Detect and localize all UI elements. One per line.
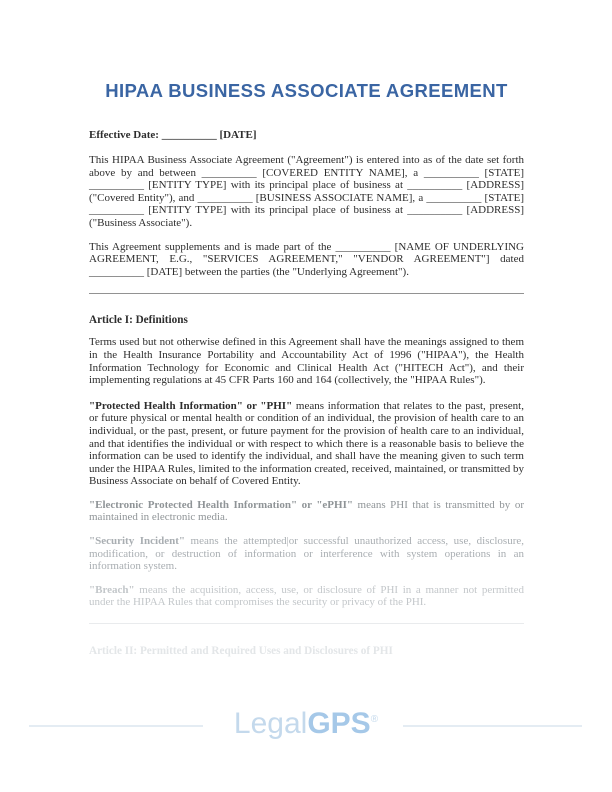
- brand-logo: [0, 698, 612, 746]
- effective-date-value: __________ [DATE]: [161, 129, 257, 141]
- effective-date-label: Effective Date:: [89, 129, 159, 141]
- definition-phi-text: means information that relates to the past, present, or future physical or mental health or condition of an individual, the provision of health care to an individual, or the past, present, or future payment for the provision of health care to an individual, and that identifies the individual or with respect to which there is a reasonable basis to believe the information can be used to identify the individual, and shall have the meaning given to such term under the HIPAA Rules, limited to the information created, received, maintained, or transmitted by Business Associate on behalf of Covered Entity.: [89, 399, 524, 488]
- definition-breach: [89, 584, 524, 609]
- brand-logo-bold-part: GPS: [307, 707, 371, 740]
- definition-breach-text: means the acquisition, access, use, or disclosure of PHI in a manner not permitted under the HIPAA Rules that compromises the security or privacy of the PHI.: [89, 583, 524, 609]
- definition-security-incident: [89, 535, 524, 573]
- effective-date-line: [89, 129, 524, 142]
- definition-security-incident-term: "Security Incident": [89, 535, 185, 548]
- intro-paragraph-underlying-agreement: This Agreement supplements and is made part of the __________ [NAME OF UNDERLYING AGREEMENT, E.G., "SERVICES AGREEMENT," "VENDOR AGREEMENT"] dated __________ [DATE] between the parties (the "Underlying Agreement").: [89, 240, 524, 278]
- definition-phi: [89, 400, 524, 488]
- faded-section-divider: [89, 623, 524, 624]
- article1-heading: Article I: Definitions: [89, 314, 188, 327]
- section-divider: [89, 293, 524, 294]
- registered-trademark-icon: ®: [370, 714, 379, 725]
- brand-logo-light-part: Legal: [233, 707, 308, 740]
- definition-phi-term: "Protected Health Information" or "PHI": [89, 399, 293, 412]
- page-footer: [0, 698, 612, 768]
- article2-heading: Article II: Permitted and Required Uses and Disclosures of PHI: [89, 645, 393, 658]
- definition-breach-term: "Breach": [89, 583, 135, 596]
- definition-ephi: [89, 499, 524, 524]
- definition-security-incident-text: means the attempted|or successful unauthorized access, use, disclosure, modification, or destruction of information or interference with system operations in an information system.: [89, 535, 524, 573]
- intro-paragraph-parties: This HIPAA Business Associate Agreement ("Agreement") is entered into as of the date set forth above by and between __________ [COVERED ENTITY NAME], a __________ [STATE] __________ [ENTITY TYPE] with its principal place of business at __________ [ADDRESS] ("Covered Entity"), and __________ [BUSINESS ASSOCIATE NAME], a __________ [STATE] __________ [ENTITY TYPE] with its principal place of business at __________ [ADDRESS] ("Business Associate").: [89, 154, 524, 229]
- document-title: HIPAA BUSINESS ASSOCIATE AGREEMENT: [105, 80, 508, 101]
- definition-ephi-text: means PHI that is transmitted by or maintained in electronic media.: [89, 498, 525, 524]
- article1-intro-paragraph: Terms used but not otherwise defined in this Agreement shall have the meanings assigned to them in the Health Insurance Portability and Accountability Act of 1996 ("HIPAA"), the Health Information Technology for Economic and Clinical Health Act ("HITECH Act"), and their implementing regulations at 45 CFR Parts 160 and 164 (collectively, the "HIPAA Rules").: [89, 336, 524, 387]
- definition-ephi-term: "Electronic Protected Health Information" or "ePHI": [89, 498, 353, 511]
